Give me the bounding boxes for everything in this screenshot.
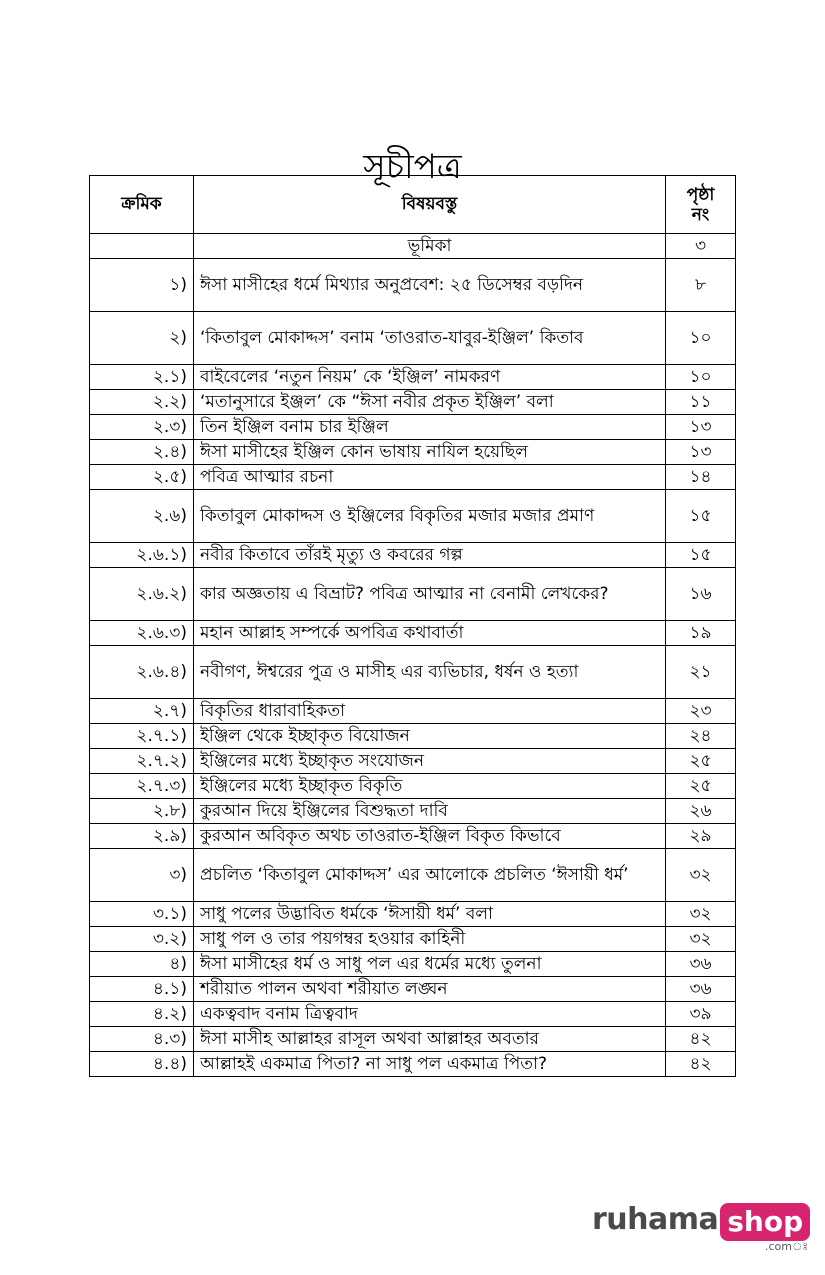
row-subject: নবীগণ, ঈশ্বরের পুত্র ও মাসীহ এর ব্যভিচার, ধর্ষন ও হত্যা — [194, 646, 666, 699]
row-page-number: ২৫ — [666, 774, 736, 799]
table-row — [90, 646, 736, 699]
row-subject: তিন ইঞ্জিল বনাম চার ইঞ্জিল — [194, 415, 666, 440]
table-row — [90, 724, 736, 749]
row-serial: ৪.৪) — [90, 1052, 194, 1077]
table-row — [90, 621, 736, 646]
table-row — [90, 774, 736, 799]
table-row — [90, 1002, 736, 1027]
row-page-number: ২৫ — [666, 749, 736, 774]
row-page-number: ৩৯ — [666, 1002, 736, 1027]
table-row — [90, 927, 736, 952]
table-row — [90, 1027, 736, 1052]
row-serial: ১) — [90, 259, 194, 312]
table-row — [90, 1052, 736, 1077]
row-page-number: ১৫ — [666, 490, 736, 543]
row-serial: ২.৫) — [90, 465, 194, 490]
row-serial: ৪.২) — [90, 1002, 194, 1027]
row-page-number: ৪২ — [666, 1052, 736, 1077]
row-serial: ৪.১) — [90, 977, 194, 1002]
column-header-page-line2: নং — [691, 204, 710, 225]
row-serial: ২.৯) — [90, 824, 194, 849]
row-subject: কুরআন অবিকৃত অথচ তাওরাত-ইঞ্জিল বিকৃত কিভাবে — [194, 824, 666, 849]
row-serial: ৪) — [90, 952, 194, 977]
logo-shop-badge: shop — [720, 1203, 810, 1241]
table-row — [90, 568, 736, 621]
row-serial: ২.৬) — [90, 490, 194, 543]
row-subject: কার অজ্ঞতায় এ বিভ্রাট? পবিত্র আত্মার না বেনামী লেখকের? — [194, 568, 666, 621]
row-page-number: ১১ — [666, 390, 736, 415]
row-page-number: ১০ — [666, 312, 736, 365]
page-title: সূচীপত্র — [363, 146, 462, 187]
row-serial: ২) — [90, 312, 194, 365]
row-page-number: ১৪ — [666, 465, 736, 490]
row-subject: ইঞ্জিলের মধ্যে ইচ্ছাকৃত বিকৃতি — [194, 774, 666, 799]
row-serial: ৩.২) — [90, 927, 194, 952]
row-subject: কুরআন দিয়ে ইঞ্জিলের বিশুদ্ধতা দাবি — [194, 799, 666, 824]
logo-brand-text: ruhama — [592, 1202, 719, 1237]
row-serial: ২.৬.১) — [90, 543, 194, 568]
row-serial: ৪.৩) — [90, 1027, 194, 1052]
row-page-number: ২১ — [666, 646, 736, 699]
row-page-number: ১৬ — [666, 568, 736, 621]
table-row — [90, 902, 736, 927]
row-serial: ২.৭) — [90, 699, 194, 724]
row-page-number: ১৩ — [666, 415, 736, 440]
column-header-page — [666, 176, 736, 234]
row-subject: ভূমিকা — [194, 234, 666, 259]
table-row — [90, 699, 736, 724]
row-subject: পবিত্র আত্মার রচনা — [194, 465, 666, 490]
row-page-number: ১০ — [666, 365, 736, 390]
row-subject: একত্ববাদ বনাম ত্রিত্ববাদ — [194, 1002, 666, 1027]
row-serial: ২.৮) — [90, 799, 194, 824]
row-subject: সাধু পলের উদ্ভাবিত ধর্মকে ‘ঈসায়ী ধর্ম’ বলা — [194, 902, 666, 927]
table-row — [90, 490, 736, 543]
row-page-number: ৩৬ — [666, 977, 736, 1002]
row-subject: ইঞ্জিলের মধ্যে ইচ্ছাকৃত সংযোজন — [194, 749, 666, 774]
row-serial: ২.৬.৪) — [90, 646, 194, 699]
row-subject: ঈসা মাসীহের ধর্মে মিথ্যার অনুপ্রবেশ: ২৫ ডিসেম্বর বড়দিন — [194, 259, 666, 312]
row-page-number: ৩২ — [666, 849, 736, 902]
row-serial: ৩) — [90, 849, 194, 902]
table-row — [90, 977, 736, 1002]
column-header-subject: বিষয়বস্তু — [194, 176, 666, 234]
table-row — [90, 543, 736, 568]
table-row — [90, 365, 736, 390]
table-row — [90, 234, 736, 259]
row-subject: ঈসা মাসীহ আল্লাহর রাসূল অথবা আল্লাহর অবতার — [194, 1027, 666, 1052]
row-page-number: ২৪ — [666, 724, 736, 749]
row-page-number: ৮ — [666, 259, 736, 312]
row-subject: ‘মতানুসারে ইঞ্জল’ কে “ঈসা নবীর প্রকৃত ইঞ্জিল’ বলা — [194, 390, 666, 415]
row-page-number: ৩৬ — [666, 952, 736, 977]
table-row — [90, 415, 736, 440]
row-page-number: ১৫ — [666, 543, 736, 568]
row-serial: ৩.১) — [90, 902, 194, 927]
column-header-serial: ক্রমিক — [90, 176, 194, 234]
row-serial: ২.৭.১) — [90, 724, 194, 749]
table-row — [90, 390, 736, 415]
table-row — [90, 824, 736, 849]
row-page-number: ৩২ — [666, 927, 736, 952]
row-page-number: ২৩ — [666, 699, 736, 724]
row-page-number: ২৬ — [666, 799, 736, 824]
row-subject: কিতাবুল মোকাদ্দস ও ইঞ্জিলের বিকৃতির মজার মজার প্রমাণ — [194, 490, 666, 543]
row-serial: ২.২) — [90, 390, 194, 415]
row-subject: বিকৃতির ধারাবাহিকতা — [194, 699, 666, 724]
row-subject: আল্লাহই একমাত্র পিতা? না সাধু পল একমাত্র পিতা? — [194, 1052, 666, 1077]
table-row — [90, 952, 736, 977]
row-page-number: ১৯ — [666, 621, 736, 646]
row-serial: ২.১) — [90, 365, 194, 390]
row-subject: নবীর কিতাবে তাঁরই মৃত্যু ও কবরের গল্প — [194, 543, 666, 568]
row-serial: ২.৪) — [90, 440, 194, 465]
row-serial: ২.৬.২) — [90, 568, 194, 621]
row-page-number: ১৩ — [666, 440, 736, 465]
row-subject: ঈসা মাসীহের ইঞ্জিল কোন ভাষায় নাযিল হয়েছিল — [194, 440, 666, 465]
table-row — [90, 465, 736, 490]
row-page-number: ৪২ — [666, 1027, 736, 1052]
toc-body — [90, 234, 736, 1077]
row-serial: ২.৬.৩) — [90, 621, 194, 646]
row-subject: ইঞ্জিল থেকে ইচ্ছাকৃত বিয়োজন — [194, 724, 666, 749]
column-header-page-line1: পৃষ্ঠা — [686, 184, 715, 205]
table-row — [90, 312, 736, 365]
row-page-number: ২৯ — [666, 824, 736, 849]
row-subject: শরীয়াত পালন অথবা শরীয়াত লঙ্ঘন — [194, 977, 666, 1002]
row-serial — [90, 234, 194, 259]
row-page-number: ৩২ — [666, 902, 736, 927]
table-row — [90, 799, 736, 824]
row-subject: সাধু পল ও তার পয়গম্বর হওয়ার কাহিনী — [194, 927, 666, 952]
row-subject: ‘কিতাবুল মোকাদ্দস’ বনাম ‘তাওরাত-যাবুর-ইঞ্জিল’ কিতাব — [194, 312, 666, 365]
table-of-contents — [89, 175, 736, 1077]
row-subject: মহান আল্লাহ সম্পর্কে অপবিত্র কথাবার্তা — [194, 621, 666, 646]
row-subject: বাইবেলের ‘নতুন নিয়ম’ কে ‘ইঞ্জিল’ নামকরণ — [194, 365, 666, 390]
row-serial: ২.৭.৩) — [90, 774, 194, 799]
table-row — [90, 259, 736, 312]
row-subject: প্রচলিত ‘কিতাবুল মোকাদ্দস’ এর আলোকে প্রচলিত ‘ঈসায়ী ধর্ম’ — [194, 849, 666, 902]
table-row — [90, 849, 736, 902]
table-row — [90, 440, 736, 465]
row-serial: ২.৩) — [90, 415, 194, 440]
table-row — [90, 749, 736, 774]
row-subject: ঈসা মাসীহের ধর্ম ও সাধু পল এর ধর্মের মধ্যে তুলনা — [194, 952, 666, 977]
ruhama-shop-logo — [592, 1200, 810, 1253]
row-serial: ২.৭.২) — [90, 749, 194, 774]
row-page-number: ৩ — [666, 234, 736, 259]
header-row — [90, 176, 736, 234]
logo-domain-suffix: .comঃ — [765, 1240, 809, 1253]
